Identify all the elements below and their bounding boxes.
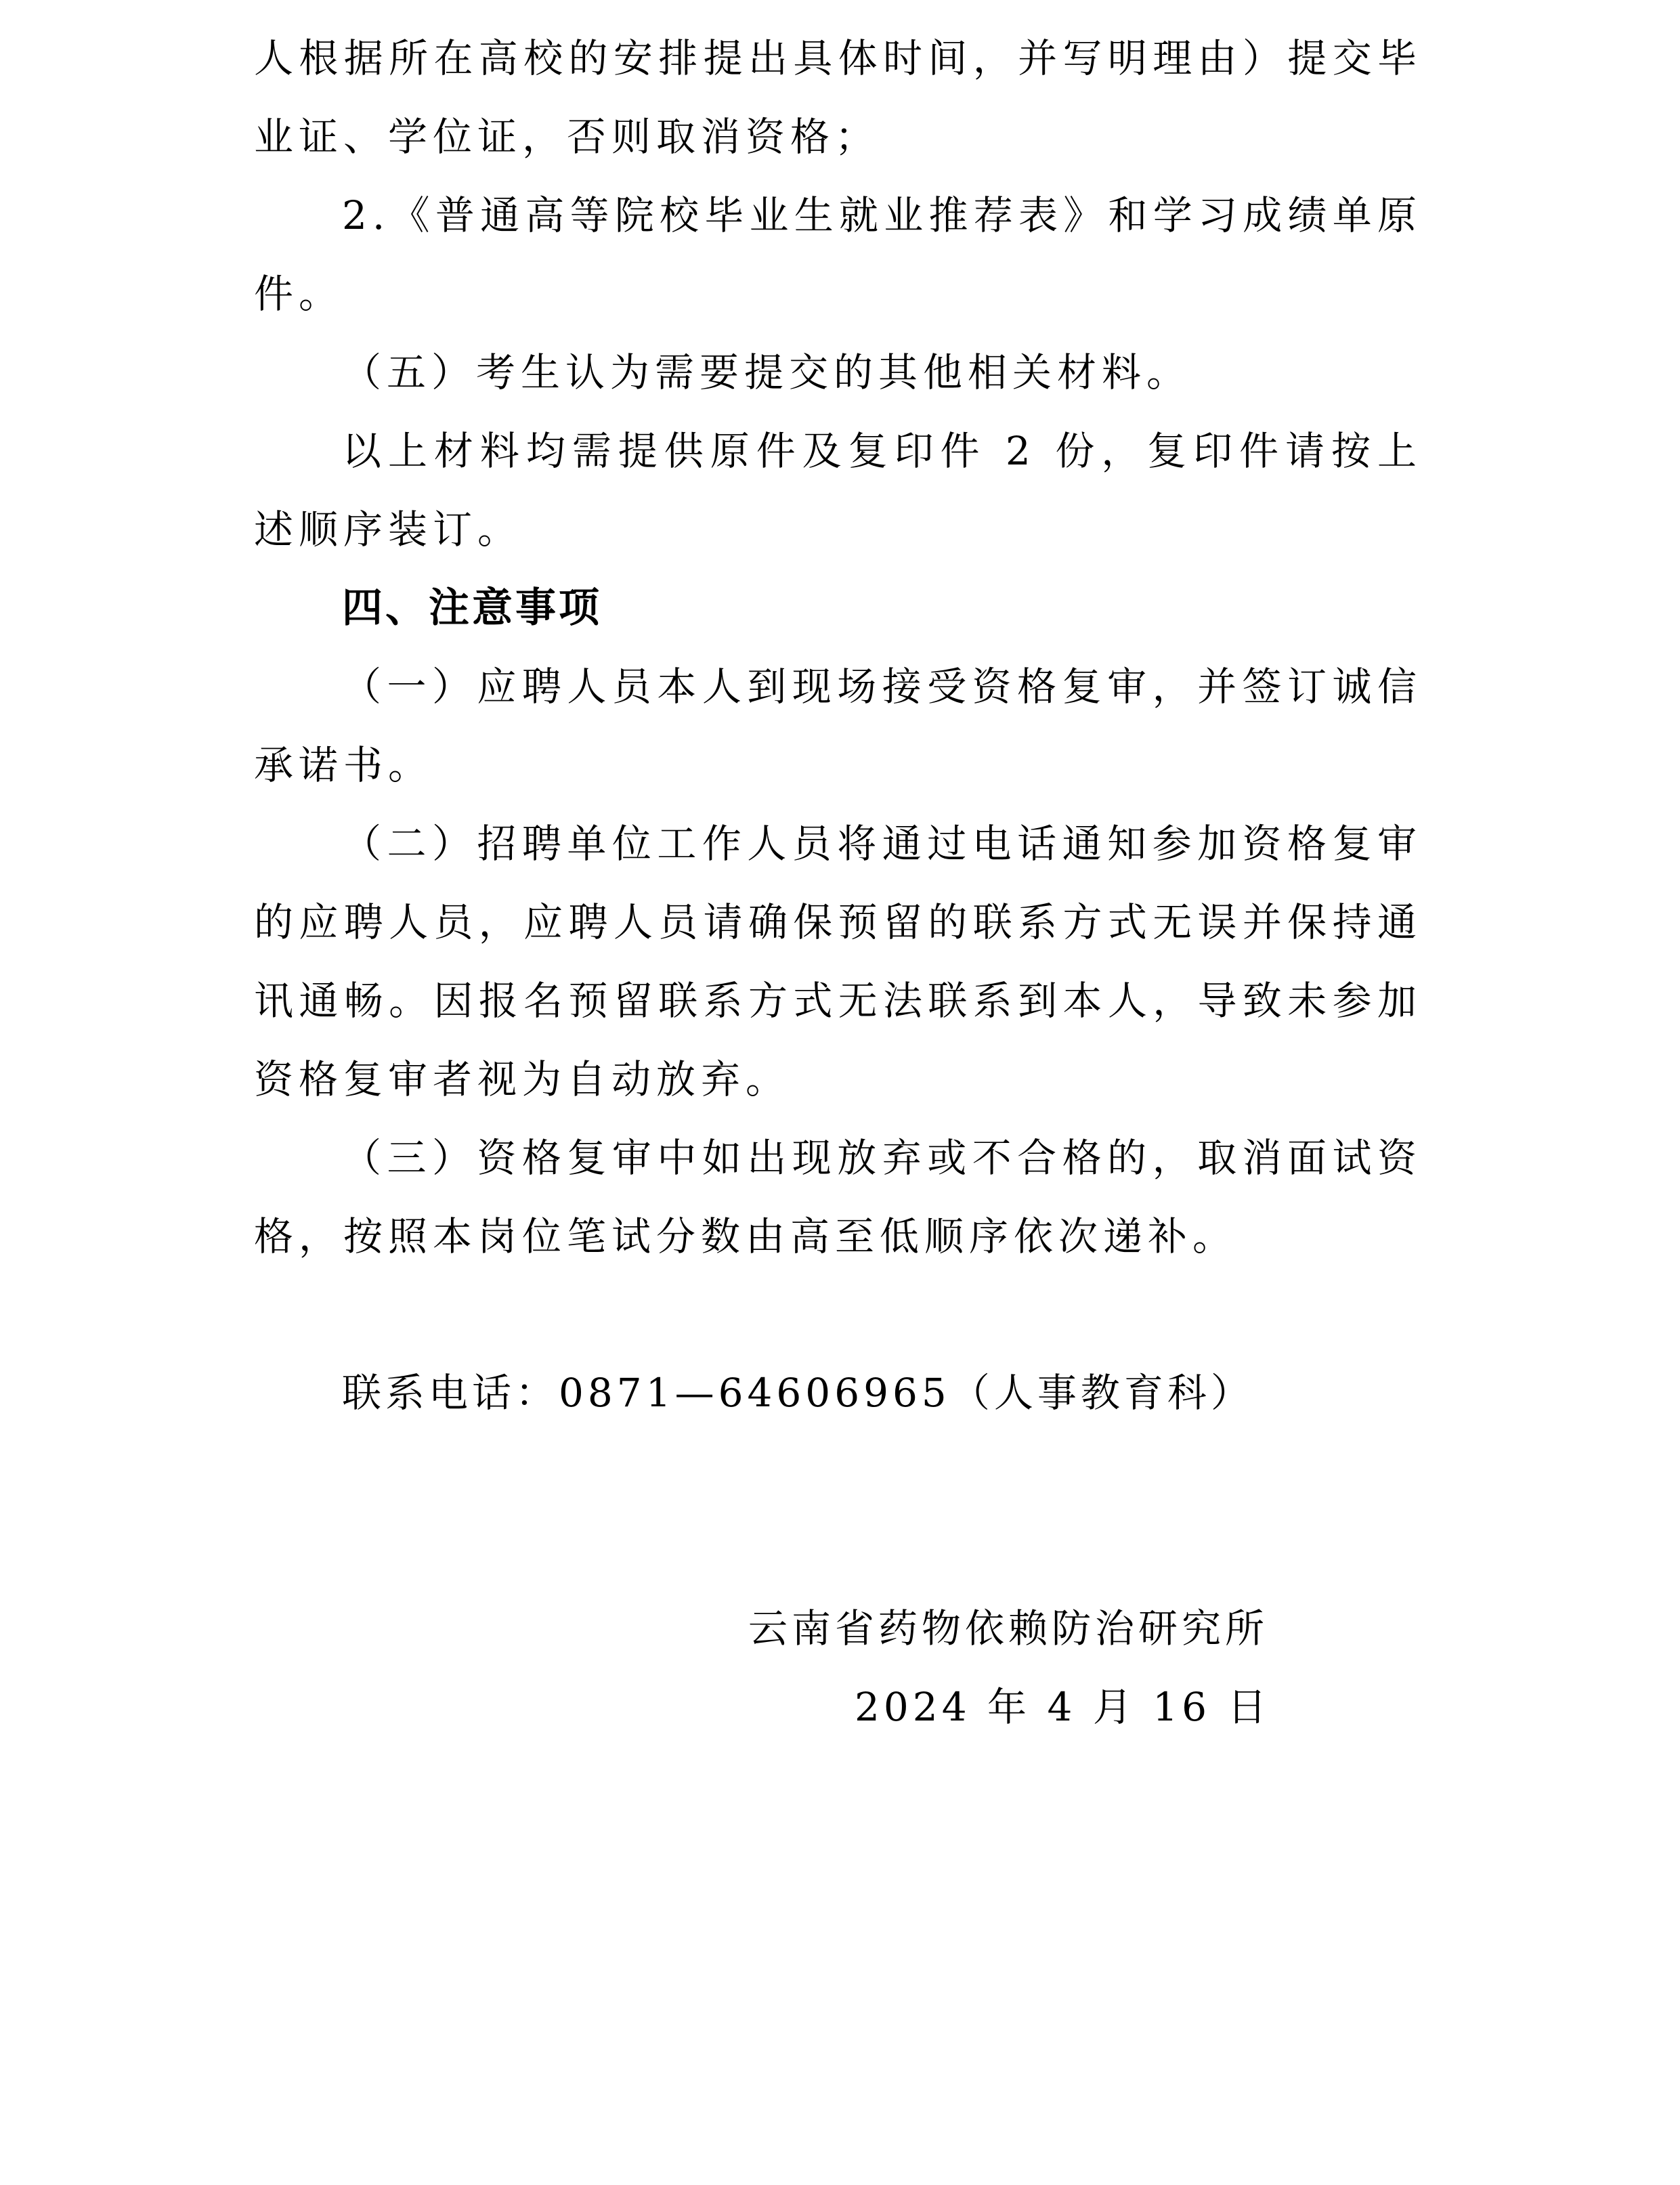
note-2: （二）招聘单位工作人员将通过电话通知参加资格复审的应聘人员，应聘人员请确保预留的联系方式无误并保持通讯通畅。因报名预留联系方式无法联系到本人，导致未参加资格复审者视为自动放弃。 <box>254 821 1422 1102</box>
note-3: （三）资格复审中如出现放弃或不合格的，取消面试资格，按照本岗位笔试分数由高至低顺序依次递补。 <box>254 1135 1422 1259</box>
signature-organization: 云南省药物依赖防治研究所 <box>748 1605 1269 1651</box>
paragraph-continuation: 人根据所在高校的安排提出具体时间，并写明理由）提交毕业证、学位证，否则取消资格； <box>254 35 1422 160</box>
paragraph-item-5: （五）考生认为需要提交的其他相关材料。 <box>342 349 1192 395</box>
contact-phone: 联系电话：0871—64606965（人事教育科） <box>342 1370 1254 1416</box>
section-heading: 四、注意事项 <box>342 584 602 632</box>
signature-date: 2024 年 4 月 16 日 <box>855 1684 1271 1730</box>
paragraph-copies: 以上材料均需提供原件及复印件 2 份，复印件请按上述顺序装订。 <box>254 428 1422 553</box>
paragraph-item-2: 2.《普通高等院校毕业生就业推荐表》和学习成绩单原件。 <box>254 192 1422 317</box>
note-1: （一）应聘人员本人到现场接受资格复审，并签订诚信承诺书。 <box>254 664 1422 788</box>
